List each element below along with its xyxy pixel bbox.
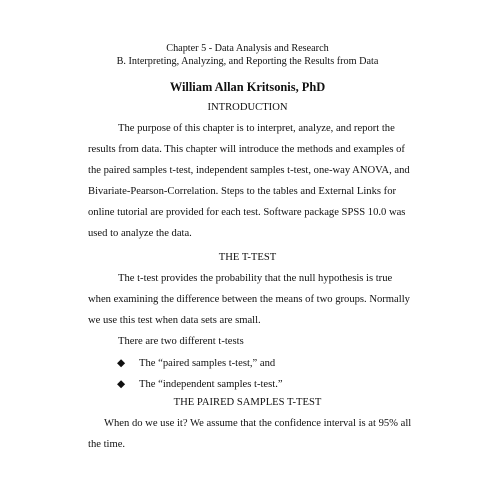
bullet-text: The “independent samples t-test.” [139,379,283,390]
diamond-bullet-icon: ◆ [117,379,126,390]
chapter-title: Chapter 5 - Data Analysis and Research [166,43,329,54]
intro-line: online tutorial are provided for each test. Software package SPSS 10.0 was [88,207,406,218]
intro-line: used to analyze the data. [88,228,192,239]
bullet-item [117,357,275,369]
author-name: William Allan Kritsonis, PhD [169,80,326,94]
chapter-subtitle: B. Interpreting, Analyzing, and Reporting the Results from Data [116,56,379,67]
t-test-list-intro: There are two different t-tests [118,336,244,347]
t-test-line: when examining the difference between the means of two groups. Normally [88,294,410,305]
t-test-line: we use this test when data sets are small. [88,315,261,326]
intro-line: the paired samples t-test, independent samples t-test, one-way ANOVA, and [88,165,410,176]
intro-line: Bivariate-Pearson-Correlation. Steps to the tables and External Links for [88,186,397,197]
t-test-line: The t-test provides the probability that the null hypothesis is true [118,273,393,284]
bullet-item [117,378,283,390]
section-heading-t-test: THE T-TEST [218,252,277,263]
intro-line: The purpose of this chapter is to interpret, analyze, and report the [118,123,395,134]
paired-line: the time. [88,439,126,450]
section-heading-paired-samples: THE PAIRED SAMPLES T-TEST [173,397,322,408]
bullet-text: The “paired samples t-test,” and [139,358,276,369]
diamond-bullet-icon: ◆ [117,358,126,369]
paired-line: When do we use it? We assume that the confidence interval is at 95% all [104,418,412,429]
section-heading-introduction: INTRODUCTION [207,102,288,113]
intro-line: results from data. This chapter will introduce the methods and examples of [88,144,405,155]
